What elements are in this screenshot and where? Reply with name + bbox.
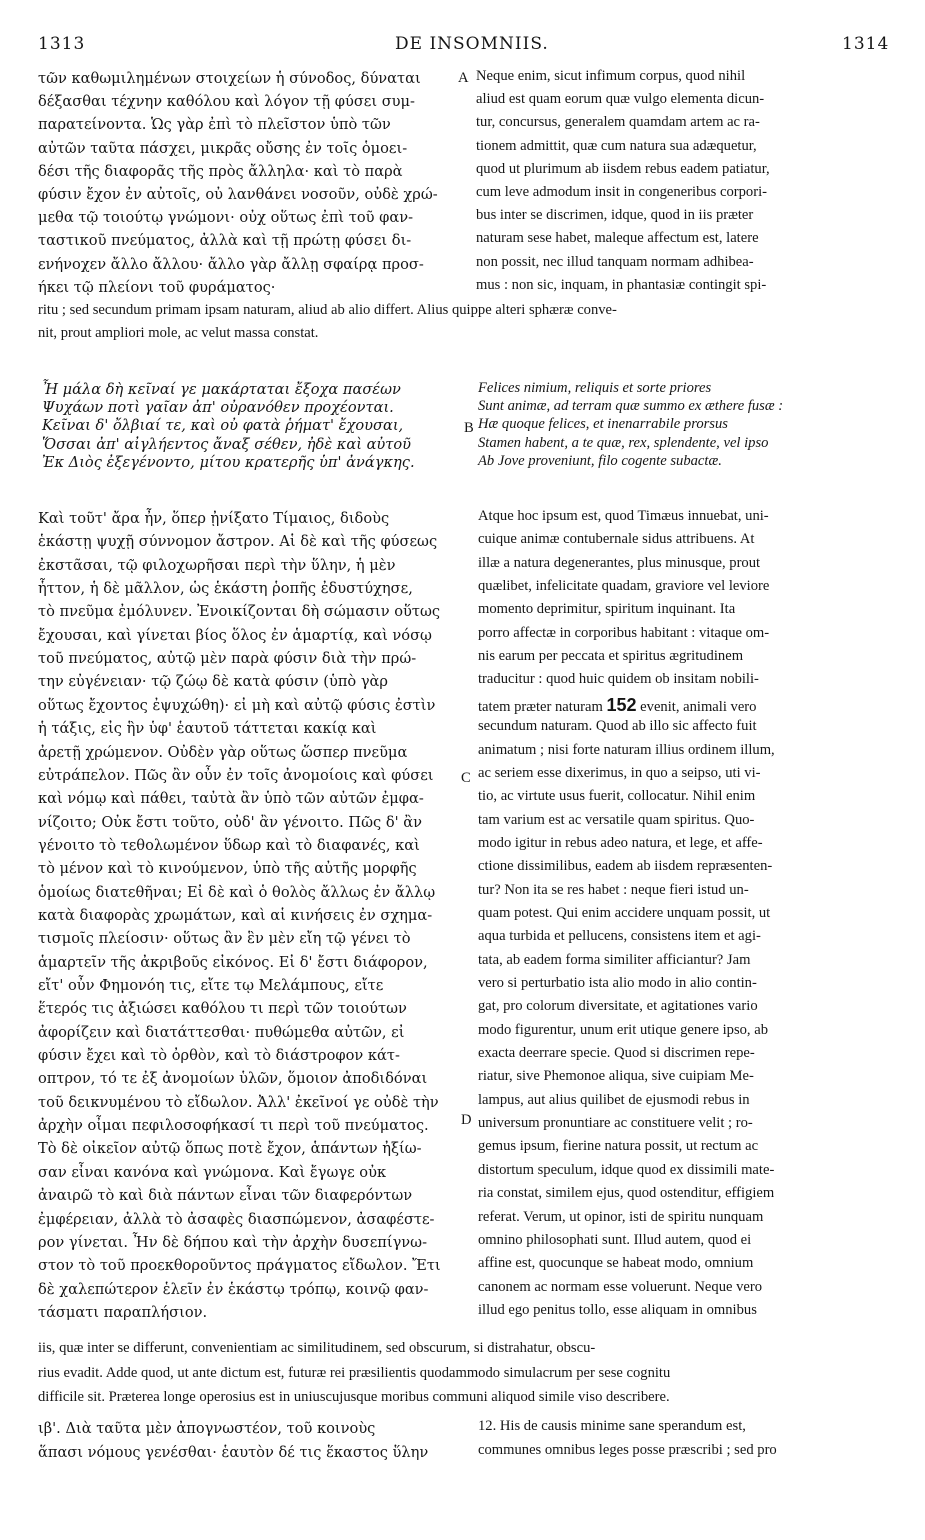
text-line: quælibet, infelicitate quadam, graviore vel leviore: [478, 578, 770, 595]
text-line: non possit, nec illud tanquam normam adhibea-: [476, 253, 754, 270]
text-line: ritu ; sed secundum primam ipsam naturam, aliud ab alio differt. Alius quippe alteri sphæræ conve-: [38, 302, 617, 318]
text-line: την εὐγένειαν· τῷ ζώῳ δὲ κατὰ φύσιν (ὑπὸ γὰρ: [38, 673, 388, 691]
text-line: gat, pro colorum diversitate, et agitationes vario: [478, 998, 758, 1015]
verse-line: Felices nimium, reliquis et sorte priores: [478, 380, 712, 396]
text-line: ἐκστᾶσαι, τῷ φιλοχωρῆσαι περὶ τὴν ὕλην, ἡ μὲν: [38, 556, 396, 574]
text-line: φύσιν ἔχον ἐν αὐτοῖς, οὐ λανθάνει νοσοῦν, οὐδὲ χρώ-: [38, 186, 438, 203]
margin-marker-d: D: [461, 1112, 472, 1128]
text-line: ἅπασι νόμους γενέσθαι· ἑαυτὸν δέ τις ἕκαστος ὕλην: [38, 1443, 429, 1461]
text-line: ιβ'. Διὰ ταῦτα μὲν ἀπογνωστέον, τοῦ κοινοὺς: [38, 1420, 376, 1437]
verse-line: Sunt animæ, ad terram quæ summo ex æthere fusæ :: [478, 398, 784, 415]
text-line: ήκει τῷ πλείονι τοῦ φυράματος·: [38, 278, 276, 296]
text-line: δέσι τῆς διαφορᾶς τῆς πρὸς ἄλληλα· καὶ τὸ παρὰ: [38, 162, 403, 180]
section2-greek-column: [38, 510, 458, 1327]
verse-line: Ἦ μάλα δὴ κεῖναί γε μακάρταται ἔξοχα πασέων: [42, 381, 401, 398]
text-line: canonem ac normam esse voluerunt. Neque vero: [478, 1278, 763, 1295]
text-line: momento deprimitur, spiritum inquinant. Ita: [478, 601, 736, 618]
text-line: ἀναιρῶ τὸ καὶ διὰ πάντων εἶναι τῶν διαφερόντων: [38, 1187, 413, 1205]
verse-line: Stamen habent, a te quæ, rex, splendente, vel ipso: [478, 434, 769, 451]
text-line: σαν εἶναι κανόνα καὶ γνώμονα. Καὶ ἔγωγε οὐκ: [38, 1163, 387, 1181]
verse-line: Ἐκ Διὸς ἐξεγένοντο, μίτου κρατερῆς ὑπ' ἀνάγκης.: [42, 453, 415, 471]
text-line: τισμοῖς πλείοσιν· οὕτως ἂν ἓν μὲν εἴη τῷ γένει τὸ: [38, 930, 411, 948]
text-line: ἡ τάξις, εἰς ἣν ὑφ' ἑαυτοῦ τάττεται κακίᾳ καὶ: [38, 720, 377, 738]
text-line: φύσιν ἔχει καὶ τὸ ὀρθὸν, καὶ τὸ διάστροφον κάτ-: [38, 1047, 400, 1065]
text-line: καὶ νόμῳ καὶ πάθει, ταὐτὰ ἂν ὑπὸ τῶν αὐτῶν ἐμφα-: [38, 790, 424, 808]
text-line: secundum naturam. Quod ab illo sic affecto fuit: [478, 718, 757, 735]
text-line: bus inter se discrimen, idque, quod in iis præter: [476, 207, 754, 224]
text-line: εὐτράπελον. Πῶς ἂν οὖν ἐν τοῖς ἀνομοίοις καὶ φύσει: [38, 766, 434, 784]
text-line: ἁμαρτεῖν τῆς ἀκριβοῦς εἰκόνος. Εἰ δ' ἔστι διάφορον,: [38, 953, 428, 971]
text-line: ενήνοχεν ἄλλο ἄλλου· ἄλλο γὰρ ἄλλῃ σφαίρᾳ προσ-: [38, 255, 424, 273]
text-line: τοῦ πνεύματος, αὐτῷ μὲν παρὰ φύσιν διὰ τὴν πρώ-: [38, 650, 417, 668]
verse-line: Κεῖναι δ' ὄλβιαί τε, καὶ οὐ φατὰ ῥήματ' ἔχουσαι,: [42, 417, 404, 435]
text-line: tata, ab eadem forma similiter afficiantur? Jam: [478, 951, 751, 968]
section1-greek-column: [38, 70, 454, 302]
text-line: δὲ χαλεπώτερον ἑλεῖν ἐν ἑκάστῳ τρόπῳ, κοινῷ φαν-: [38, 1280, 429, 1298]
text-line: mus : non sic, inquam, in phantasiæ contingit spi-: [476, 276, 767, 293]
section2-latin-column: [478, 508, 894, 1325]
margin-marker-a: A: [458, 70, 469, 86]
section3-latin-column: [478, 1418, 894, 1465]
text-line: rius evadit. Adde quod, ut ante dictum est, futuræ rei præsilientis quodammodo simulacrum per sese cognitu: [38, 1364, 671, 1381]
text-line: iis, quæ inter se differunt, convenientiam ac similitudinem, sed obscurum, si distrahatur, obscu-: [38, 1340, 596, 1356]
verse-greek-column: [42, 381, 462, 472]
text-line: tionem admittit, quæ cum natura sua adæquetur,: [476, 137, 757, 154]
text-line: τάσματι παραπλήσιον.: [38, 1303, 208, 1321]
text-line: Τὸ δὲ οἰκεῖον αὐτῷ ὅπως ποτὲ ἔχον, ἁπάντων ἠξίω-: [38, 1140, 422, 1158]
text-line: communes omnibus leges posse præscribi ; sed pro: [478, 1441, 777, 1458]
text-line: riatur, sive Phemonoe aliqua, sive cuipiam Me-: [478, 1068, 754, 1085]
text-line: naturam sese habet, maleque affectum est, latere: [476, 230, 759, 247]
text-line: cuique animæ contubernale sidus attribuens. At: [478, 531, 755, 548]
text-line: quam potest. Qui enim accidere unquam possit, ut: [478, 904, 771, 921]
text-line: ἔχουσαι, καὶ γίνεται βίος ὅλος ἐν ἁμαρτίᾳ, καὶ νόσῳ: [38, 626, 432, 644]
text-line: referat. Verum, ut opinor, isti de spiritu nunquam: [478, 1208, 764, 1225]
text-line: cum leve admodum insit in congeneribus corpori-: [476, 184, 767, 200]
text-line: tam varium est ac versatile quam spiritus. Quo-: [478, 811, 755, 828]
text-line: γένοιτο τὸ τεθολωμένον ὕδωρ καὶ τὸ διαφανές, καὶ: [38, 836, 420, 854]
text-line: 12. His de causis minime sane sperandum est,: [478, 1418, 746, 1434]
text-line: Neque enim, sicut infimum corpus, quod nihil: [476, 68, 746, 84]
text-line: οὕτως ἔχοντος ἐψυχώθη)· εἰ μὴ καὶ αὐτῷ φύσις ἐστὶν: [38, 696, 436, 714]
text-line: ἕτερός τις ἀξιώσει καθόλου τι περὶ τῶν τοιούτων: [38, 1000, 407, 1018]
text-line: ctione dissimilibus, eadem ab iisdem repræsenten-: [478, 858, 773, 875]
text-line: στον τὸ τοῦ προεκθοροῦντος πράγματος εἴδωλον. Ἔτι: [38, 1257, 441, 1275]
text-line: lampus, aut alius quilibet de ejusmodi rebus in: [478, 1091, 750, 1108]
text-line: ἐμφέρειαν, ἀλλὰ τὸ ἀσαφὲς διασπώμενον, ἀσαφέστε-: [38, 1210, 435, 1228]
page-number-right: 1314: [842, 34, 890, 54]
text-line: difficile sit. Præterea longe operosius est in uniuscujusque moribus communi aliquod simile viso describere.: [38, 1389, 670, 1405]
text-line: tio, ac virtute usus fuerit, collocatur. Nihil enim: [478, 788, 756, 805]
text-line: ἀφορίζειν καὶ διατάττεσθαι· πυθώμεθα αὐτῶν, εἰ: [38, 1023, 405, 1041]
text-line: τὸ πνεῦμα ἐμόλυνεν. Ἐνοικίζονται δὴ σώμασιν οὕτως: [38, 603, 441, 621]
verse-line: Ab Jove proveniunt, filo cogente subactæ.: [478, 452, 722, 469]
text-line: δέξασθαι τέχνην καθόλου καὶ λόγον τῇ φύσει συμ-: [38, 93, 415, 111]
verse-latin-column: [478, 380, 894, 471]
page-number-left: 1313: [38, 34, 86, 54]
text-line: ἧττον, ἡ δὲ μᾶλλον, ὡς ἑκάστη ῥοπῆς ἐδυστύχησε,: [38, 580, 413, 598]
text-line: Καὶ τοῦτ' ἄρα ἦν, ὅπερ ᾐνίξατο Τίμαιος, διδοὺς: [38, 510, 390, 527]
running-title: DE INSOMNIIS.: [395, 34, 549, 54]
text-line: εἴτ' οὖν Φημονόη τις, εἴτε τῳ Μελάμπους, εἴτε: [38, 977, 384, 994]
text-line: τῶν καθωμιλημένων στοιχείων ἡ σύνοδος, δύναται: [38, 70, 421, 87]
text-line: ἀρετῇ χρώμενον. Οὐδὲν γὰρ οὕτως ὥσπερ πνεῦμα: [38, 743, 408, 761]
text-line: modo igitur in rebus adeo natura, et lege, et affe-: [478, 834, 763, 851]
text-line: ρον γίνεται. Ἦν δὲ δήπου καὶ τὴν ἀρχὴν δυσεπίγνω-: [38, 1233, 428, 1251]
text-line: gemus ipsum, fierine natura possit, ut rectum ac: [478, 1138, 759, 1155]
section1-latin-column: [476, 68, 892, 300]
text-line: Atque hoc ipsum est, quod Timæus innuebat, uni-: [478, 508, 769, 524]
text-line: vero si perturbatio ista alio modo in alio contin-: [478, 975, 757, 991]
text-line: αὐτῶν ταῦτα πάσχει, μικρᾶς οὔσης ἐν τοῖς ὁμοει-: [38, 139, 408, 157]
verse-line: Hæ quoque felices, et inenarrabile prorsus: [478, 416, 728, 433]
text-line: ταστικοῦ πνεύματος, ἀλλὰ καὶ τῇ πρώτῃ φύσει δι-: [38, 232, 412, 250]
text-line: ὁμοίως διατεθῆναι; Εἰ δὲ καὶ ὁ θολὸς ἄλλως ἐν ἄλλῳ: [38, 883, 436, 901]
text-line: affine est, quocunque se habeat modo, omnium: [478, 1255, 754, 1272]
text-line: illud ego penitus tollo, esse aliquam in omnibus: [478, 1301, 757, 1318]
text-line: ria constat, similem ejus, quod ostenditur, effigiem: [478, 1185, 775, 1202]
text-line: aqua turbida et pellucens, consistens item et agi-: [478, 928, 761, 945]
text-line: τὸ μένον καὶ τὸ κινούμενον, ὑπὸ τῆς αὐτῆς μορφῆς: [38, 860, 417, 878]
text-line: κατὰ διαφορὰς χρωμάτων, καὶ αἱ κινήσεις ἐν σχημα-: [38, 906, 433, 924]
section3-greek-column: [38, 1420, 458, 1467]
text-segment: tatem præter naturam: [478, 698, 607, 715]
text-line: exacta deerrare specie. Quod si discrimen repe-: [478, 1045, 755, 1062]
text-segment: evenit, animali vero: [636, 698, 757, 715]
section1-full-width-lines: [38, 302, 898, 348]
verse-line: Ψυχάων ποτὶ γαῖαν ἀπ' οὐρανόθεν προχέονται.: [42, 399, 394, 417]
verse-line: Ὅσσαι ἀπ' αἰγλήεντος ἄναξ σέθεν, ἠδὲ καὶ αὐτοῦ: [42, 435, 412, 453]
text-line: μεθα τῷ τοιούτῳ γνώμονι· οὐχ οὕτως ἐπὶ τοῦ φαν-: [38, 209, 414, 227]
inline-page-number: 152: [606, 694, 637, 715]
margin-marker-b: B: [464, 420, 474, 436]
text-line: nis earum per peccata et spiritus ægritudinem: [478, 648, 744, 665]
margin-marker-c: C: [461, 770, 471, 786]
text-line: animatum ; nisi forte naturam illius ordinem illum,: [478, 741, 775, 758]
text-line: ac seriem esse dixerimus, in quo a seipso, uti vi-: [478, 764, 761, 781]
text-line: οπτρον, τό τε ἐξ ἀνομοίων ὑλῶν, ὅμοιον ἀποδιδόναι: [38, 1070, 428, 1088]
text-line: modo figurentur, unum erit utique genere ipso, ab: [478, 1021, 769, 1038]
text-line: νίζοιτο; Οὐκ ἔστι τοῦτο, οὐδ' ἂν γένοιτο. Πῶς δ' ἂν: [38, 813, 422, 831]
text-line: aliud est quam eorum quæ vulgo elementa dicun-: [476, 91, 765, 108]
text-line: nit, prout ampliori mole, ac velut massa constat.: [38, 325, 319, 341]
text-line: παρατείνοντα. Ὡς γὰρ ἐπὶ τὸ πλεῖστον ὑπὸ τῶν: [38, 116, 391, 134]
text-line: porro affectæ in corporibus habitant : vitaque om-: [478, 624, 770, 641]
text-line: distortum speculum, idque quod ex dissimili mate-: [478, 1161, 775, 1178]
text-line: tur, concursus, generalem quamdam artem ac ra-: [476, 114, 760, 131]
text-line: τοῦ δεικνυμένου τὸ εἴδωλον. Ἀλλ' ἐκεῖνοί γε οὐδὲ τὴν: [38, 1093, 439, 1111]
text-line: illæ a natura degenerantes, plus minusque, prout: [478, 554, 761, 571]
text-line: [478, 695, 756, 716]
text-line: quod ut plurimum ab iisdem rebus eadem patiatur,: [476, 160, 770, 177]
text-line: ἀρχὴν οἶμαι πεφιλοσοφήκασί τι περὶ τοῦ πνεύματος.: [38, 1117, 429, 1135]
text-line: traducitur : quod huic quidem ob insitam nobili-: [478, 671, 759, 688]
text-line: tur? Non ita se res habet : neque fieri istud un-: [478, 881, 749, 898]
section2-full-width-lines: [38, 1340, 898, 1414]
text-line: universum pronuntiare ac constituere velit ; ro-: [478, 1115, 753, 1132]
text-line: omnino philosophati sunt. Illud autem, quod ei: [478, 1231, 752, 1248]
text-line: ἑκάστῃ ψυχῇ σύννομον ἄστρον. Αἱ δὲ καὶ τῆς φύσεως: [38, 533, 438, 551]
